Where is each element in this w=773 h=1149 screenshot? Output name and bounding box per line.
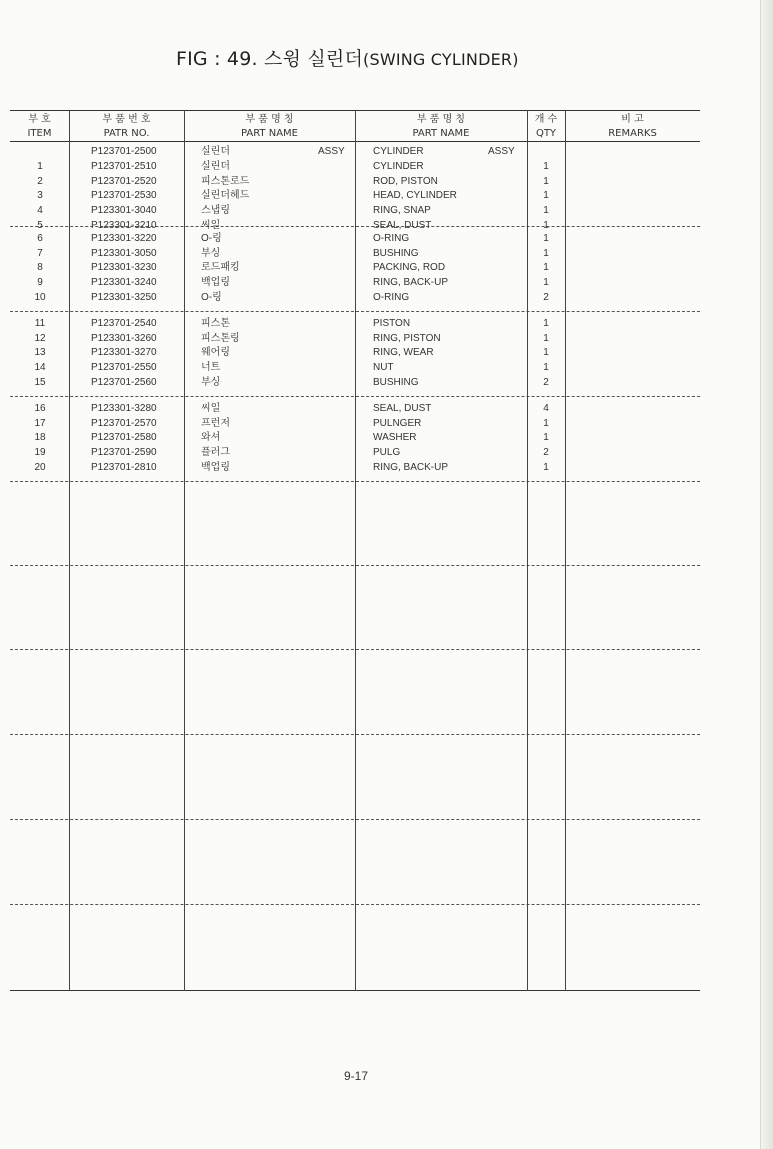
part-name-english: RING, SNAP xyxy=(373,205,431,216)
item-number: 14 xyxy=(34,362,46,373)
quantity: 1 xyxy=(543,220,549,231)
quantity: 1 xyxy=(543,347,549,358)
part-number: P123701-2510 xyxy=(91,161,157,172)
part-name-korean: 백업링 xyxy=(201,277,230,288)
part-number: P123301-3040 xyxy=(91,205,157,216)
part-name-english: SEAL, DUST xyxy=(373,220,432,231)
part-name-korean: 피스톤링 xyxy=(201,333,240,344)
item-number: 7 xyxy=(37,248,43,259)
quantity: 4 xyxy=(543,403,549,414)
header-part-name-korean: 부 품 명 칭 PART NAME xyxy=(240,114,298,139)
item-number: 10 xyxy=(34,292,46,303)
column-divider xyxy=(184,110,185,991)
header-qty: 개 수 QTY xyxy=(534,114,558,139)
part-name-korean: 씨일 xyxy=(201,220,221,231)
quantity: 1 xyxy=(543,161,549,172)
page-edge xyxy=(760,0,773,1149)
item-number: 12 xyxy=(34,333,46,344)
part-name-english: HEAD, CYLINDER xyxy=(373,190,457,201)
column-divider xyxy=(355,110,356,991)
assy-tag-korean: ASSY xyxy=(318,146,345,157)
item-number: 2 xyxy=(37,176,43,187)
part-name-english: PULG xyxy=(373,447,401,458)
quantity: 2 xyxy=(543,292,549,303)
part-name-korean: 백업링 xyxy=(201,462,230,473)
page-number: 9-17 xyxy=(343,1069,369,1083)
part-name-english: BUSHING xyxy=(373,248,419,259)
part-name-korean: 스냅링 xyxy=(201,205,230,216)
part-name-korean: 웨어링 xyxy=(201,347,230,358)
part-number: P123301-3050 xyxy=(91,248,157,259)
part-name-english: RING, BACK-UP xyxy=(373,462,449,473)
part-name-korean: 플러그 xyxy=(201,447,230,458)
part-number: P123301-3240 xyxy=(91,277,157,288)
header-item: 부 호 ITEM xyxy=(27,114,52,139)
item-number: 8 xyxy=(37,262,43,273)
part-name-korean: 씨일 xyxy=(201,403,221,414)
part-name-english: PACKING, ROD xyxy=(373,262,446,273)
quantity: 1 xyxy=(543,262,549,273)
part-number: P123301-3260 xyxy=(91,333,157,344)
part-name-english: O-RING xyxy=(373,292,410,303)
part-number: P123701-2590 xyxy=(91,447,157,458)
part-name-english: BUSHING xyxy=(373,377,419,388)
quantity: 1 xyxy=(543,362,549,373)
quantity: 2 xyxy=(543,377,549,388)
item-number: 11 xyxy=(34,318,46,329)
part-name-english: CYLINDER xyxy=(373,161,424,172)
part-number: P123301-3270 xyxy=(91,347,157,358)
part-name-korean: 피스톤 xyxy=(201,318,230,329)
part-number: P123701-2530 xyxy=(91,190,157,201)
item-number: 18 xyxy=(34,432,46,443)
column-divider xyxy=(565,110,566,991)
part-number: P123701-2540 xyxy=(91,318,157,329)
quantity: 1 xyxy=(543,418,549,429)
quantity: 1 xyxy=(543,176,549,187)
title-english: (SWING CYLINDER) xyxy=(363,50,519,69)
quantity: 1 xyxy=(543,190,549,201)
part-name-english: RING, PISTON xyxy=(373,333,441,344)
assy-name-korean: 실린더 xyxy=(201,146,230,157)
part-name-korean: 너트 xyxy=(201,362,221,373)
item-number: 17 xyxy=(34,418,46,429)
part-number: P123301-3280 xyxy=(91,403,157,414)
item-number: 9 xyxy=(37,277,43,288)
quantity: 1 xyxy=(543,277,549,288)
quantity: 1 xyxy=(543,248,549,259)
item-number: 5 xyxy=(37,220,43,231)
part-number: P123701-2550 xyxy=(91,362,157,373)
part-name-korean: 실린더헤드 xyxy=(201,190,250,201)
item-number: 19 xyxy=(34,447,46,458)
quantity: 1 xyxy=(543,462,549,473)
part-name-korean: 로드패킹 xyxy=(201,262,240,273)
part-name-english: WASHER xyxy=(373,432,417,443)
page-title xyxy=(176,44,519,71)
part-name-english: SEAL, DUST xyxy=(373,403,432,414)
title-main: FIG : 49. 스윙 실린더 xyxy=(176,48,364,70)
part-name-english: RING, WEAR xyxy=(373,347,434,358)
assy-part-no: P123701-2500 xyxy=(91,146,157,157)
item-number: 3 xyxy=(37,190,43,201)
part-name-korean: 실린더 xyxy=(201,161,230,172)
quantity: 1 xyxy=(543,432,549,443)
part-number: P123301-3230 xyxy=(91,262,157,273)
part-name-english: ROD, PISTON xyxy=(373,176,438,187)
part-name-english: O-RING xyxy=(373,233,410,244)
part-name-korean: 피스톤로드 xyxy=(201,176,250,187)
item-number: 4 xyxy=(37,205,43,216)
part-name-english: RING, BACK-UP xyxy=(373,277,449,288)
part-name-korean: 와셔 xyxy=(201,432,221,443)
part-name-korean: 부싱 xyxy=(201,377,221,388)
part-name-english: PULNGER xyxy=(373,418,422,429)
part-number: P123701-2580 xyxy=(91,432,157,443)
part-name-korean: O-링 xyxy=(201,233,222,244)
item-number: 20 xyxy=(34,462,46,473)
part-name-korean: 프런저 xyxy=(201,418,230,429)
part-name-korean: O-링 xyxy=(201,292,222,303)
part-name-korean: 부싱 xyxy=(201,248,221,259)
header-part-no: 부 품 번 호 PATR NO. xyxy=(102,114,151,139)
quantity: 1 xyxy=(543,233,549,244)
part-number: P123701-2520 xyxy=(91,176,157,187)
header-remarks: 비 고 REMARKS xyxy=(608,114,657,139)
item-number: 13 xyxy=(34,347,46,358)
quantity: 2 xyxy=(543,447,549,458)
quantity: 1 xyxy=(543,318,549,329)
part-number: P123701-2810 xyxy=(91,462,157,473)
item-number: 15 xyxy=(34,377,46,388)
assy-tag-english: ASSY xyxy=(488,146,515,157)
item-number: 1 xyxy=(37,161,43,172)
quantity: 1 xyxy=(543,333,549,344)
header-part-name-english: 부 품 명 칭 PART NAME xyxy=(412,114,470,139)
part-number: P123301-3210 xyxy=(91,220,157,231)
assy-name-english: CYLINDER xyxy=(373,146,424,157)
part-number: P123701-2560 xyxy=(91,377,157,388)
item-number: 6 xyxy=(37,233,43,244)
quantity: 1 xyxy=(543,205,549,216)
part-name-english: NUT xyxy=(373,362,394,373)
part-name-english: PISTON xyxy=(373,318,411,329)
part-number: P123301-3220 xyxy=(91,233,157,244)
item-number: 16 xyxy=(34,403,46,414)
part-number: P123701-2570 xyxy=(91,418,157,429)
part-number: P123301-3250 xyxy=(91,292,157,303)
